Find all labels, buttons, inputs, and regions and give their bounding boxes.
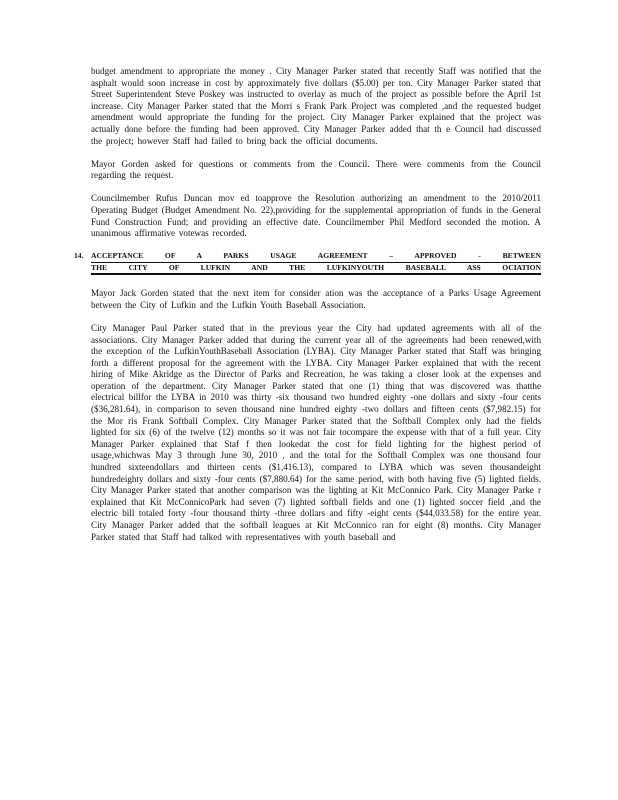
paragraph-budget-amendment: budget amendment to appropriate the money . City Manager Parker stated that recently Staff was notified that the asphalt would soon increase in cost by approximately five dollars ($5.00) per ton. City Manager Parker stated that Street Superintendent Steve Poskey was instructed to overlay as much of the project as possible before the April 1st increase. City Manager Parker stated that the Morri s Frank Park Project was completed ,and the requested budget amendment would appropriate the funding for the project. City Manager Parker explained that the project was actually done before the funding had been approved. City Manager Parker added that th e Council had discussed the project; however Staff had failed to bring back the official documents. <box>91 66 541 146</box>
section-title <box>91 251 541 275</box>
minutes-body <box>74 66 541 555</box>
paragraph-motion: Councilmember Rufus Duncan mov ed toapprove the Resolution authorizing an amendment to the 2010/2011 Operating Budget (Budget Amendment No. 22),providing for the supplemental appropriation of funds in the General Fund Construction Fund; and providing an effective date. Councilmember Phil Medford seconded the motion. A unanimous affirmative votewas recorded. <box>91 193 541 239</box>
section-title-line-1: ACCEPTANCE OF A PARKS USAGE AGREEMENT – APPROVED - BETWEEN <box>91 251 541 263</box>
section-number: 14. <box>74 251 84 261</box>
paragraph-city-manager-report: City Manager Paul Parker stated that in the previous year the City had updated agreements with all of the associations. City Manager Parker added that during the current year all of the agreements had been renewed,with the exception of the LufkinYouthBaseball Association (LYBA). City Manager Parker stated that Staff was bringing forth a different proposal for the agreement with the LYBA. City Manager Parker explained that with the recent hiring of Mike Akridge as the Director of Parks and Recreation, he was taking a closer look at the expenses and operation of the department. City Manager Parker stated that one (1) thing that was discovered was thatthe electrical billfor the LYBA in 2010 was thirty -six thousand two hundred eighty -one dollars and sixty -four cents ($36,281.64), in comparison to seven thousand nine hundred eighty -two dollars and fifteen cents ($7,982.15) for the Mor ris Frank Softball Complex. City Manager Parker stated that the Softball Complex only had the fields lighted for six (6) of the twelve (12) months so it was not fair tocompare the expense with that of a full year. City Manager Parker explained that Staf f then lookedat the cost for field lighting for the highest period of usage,whichwas May 3 through June 30, 2010 , and the total for the Softball Complex was one thousand four hundred sixteendollars and thirteen cents ($1,416.13), compared to LYBA which was seven thousandeight hundredeighty dollars and sixty -four cents ($7,880.64) for the same period, with both having five (5) lighted fields. City Manager Parker stated that another comparison was the lighting at Kit McConnico Park. City Manager Parke r explained that Kit McConnicoPark had seven (7) lighted softball fields and one (1) lighted soccer field ,and the electric bill totaled forty -four thousand thirty -three dollars and fifty -eight cents ($44,033.58) for the entire year. City Manager Parker added that the softball leagues at Kit McConnico ran for eight (8) months. City Manager Parker stated that Staff had talked with representatives with youth baseball and <box>91 322 541 542</box>
section-heading <box>74 251 541 275</box>
paragraph-next-item: Mayor Jack Gorden stated that the next item for consider ation was the acceptance of a Parks Usage Agreement between the City of Lufkin and the Lufkin Youth Baseball Association. <box>91 288 541 310</box>
section-title-line-2: THE CITY OF LUFKIN AND THE LUFKINYOUTH BASEBALL ASS OCIATION <box>91 263 541 275</box>
paragraph-mayor-questions: Mayor Gorden asked for questions or comments from the Council. There were comments from the Council regarding the request. <box>91 158 541 181</box>
